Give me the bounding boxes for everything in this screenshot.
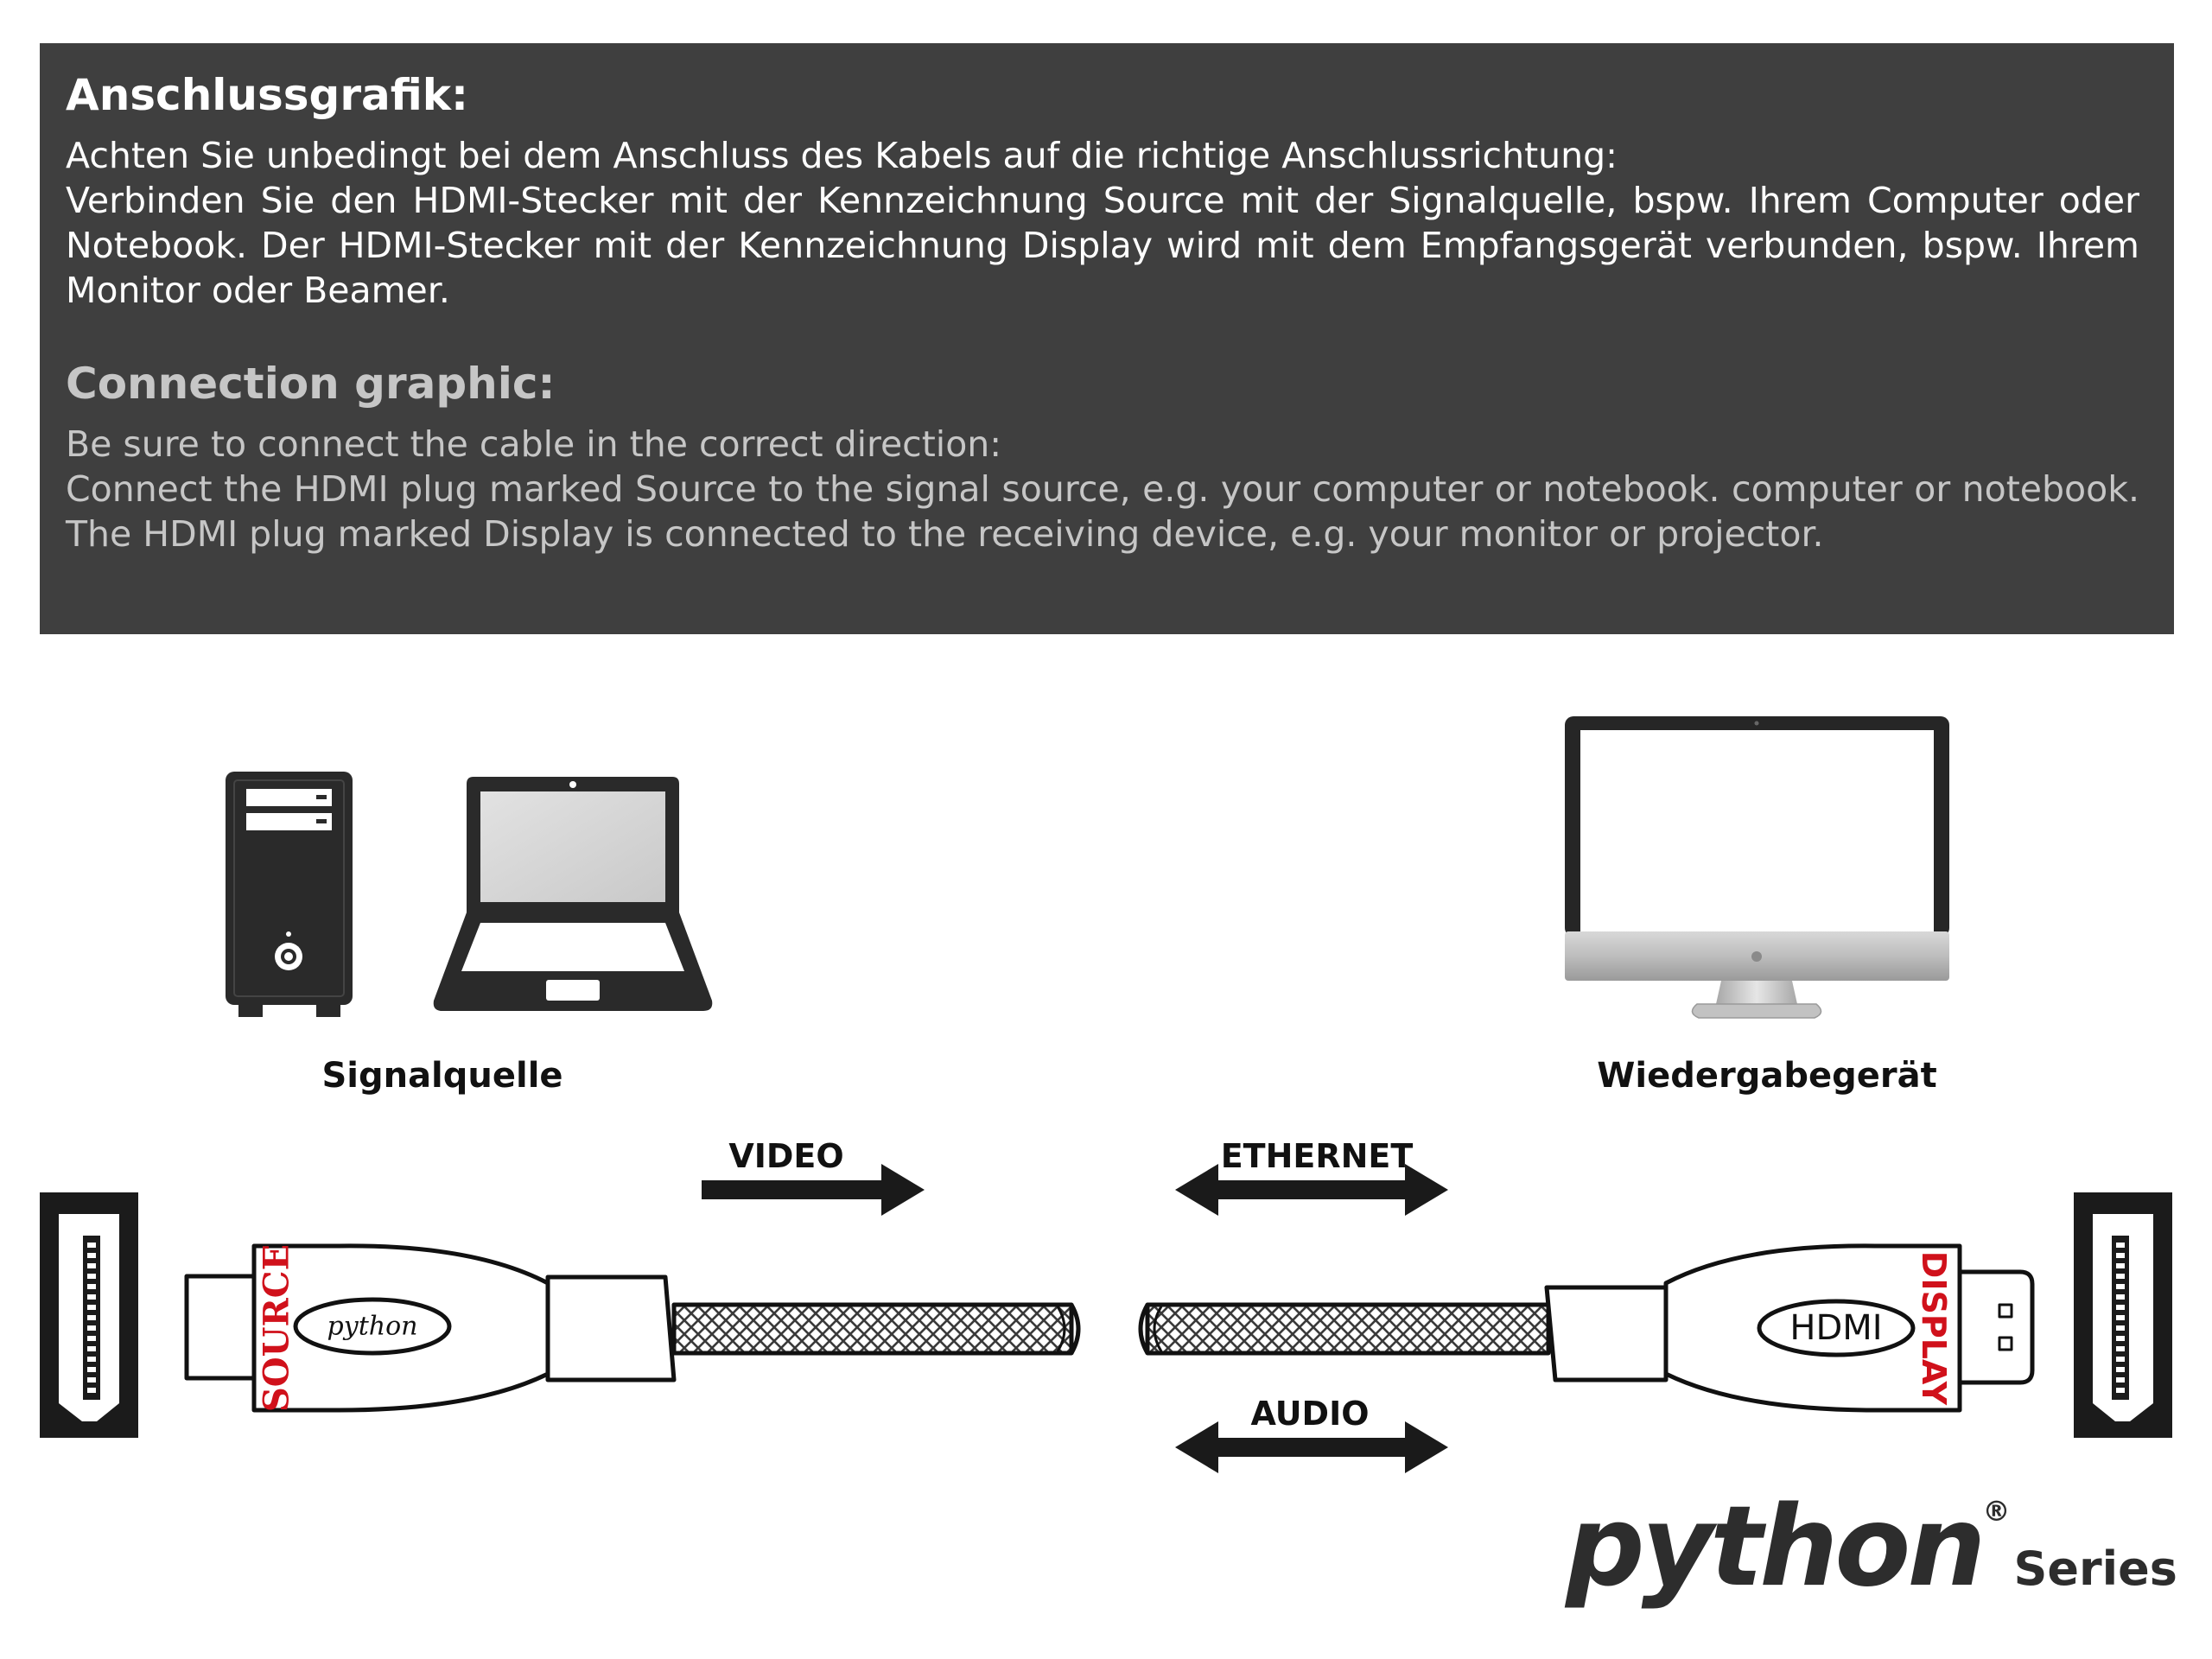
source-plug-icon xyxy=(187,1243,1078,1413)
english-line-1: Be sure to connect the cable in the correct direction: xyxy=(66,423,1002,465)
signal-source-label: Signalquelle xyxy=(321,1056,563,1096)
brand-registered-mark: ® xyxy=(1982,1495,2011,1528)
laptop-icon xyxy=(434,777,713,1011)
ethernet-label: ETHERNET xyxy=(1220,1137,1414,1175)
display-port-icon xyxy=(2074,1192,2172,1438)
brand-name: python xyxy=(1566,1483,1983,1611)
brand-series: Series xyxy=(2013,1541,2177,1596)
display-plug-icon xyxy=(1141,1246,2032,1410)
monitor-icon xyxy=(1565,716,1949,1018)
source-port-icon xyxy=(40,1192,138,1438)
german-heading: Anschlussgrafik: xyxy=(66,70,469,120)
audio-label: AUDIO xyxy=(1250,1395,1370,1433)
english-heading: Connection graphic: xyxy=(66,359,556,409)
video-label: VIDEO xyxy=(728,1137,844,1175)
german-line-2: Verbinden Sie den HDMI-Stecker mit der Kennzeichnung Source mit der Signalquelle, bspw. Ihrem Computer oder Notebook. Der HDMI-Stecker mit der Kennzeichnung Display wird mit dem Empfangsgerät verbunden, bspw. Ihrem Monitor oder Beamer. xyxy=(66,180,2139,311)
display-marking: DISPLAY xyxy=(1915,1250,1953,1406)
english-line-2: Connect the HDMI plug marked Source to the signal source, e.g. your computer or notebook. computer or notebook. The HDMI plug marked Display is connected to the receiving device, e.g. your monitor or projector. xyxy=(66,468,2139,555)
source-marking: SOURCE xyxy=(256,1243,297,1413)
computer-tower-icon xyxy=(226,772,353,1017)
display-device-label: Wiedergabegerät xyxy=(1597,1056,1937,1096)
brand-logo xyxy=(1566,1483,2177,1611)
display-badge-label: HDMI xyxy=(1789,1308,1883,1348)
german-line-1: Achten Sie unbedingt bei dem Anschluss des Kabels auf die richtige Anschlussrichtung: xyxy=(66,135,1618,176)
source-badge-label: python xyxy=(327,1311,418,1342)
